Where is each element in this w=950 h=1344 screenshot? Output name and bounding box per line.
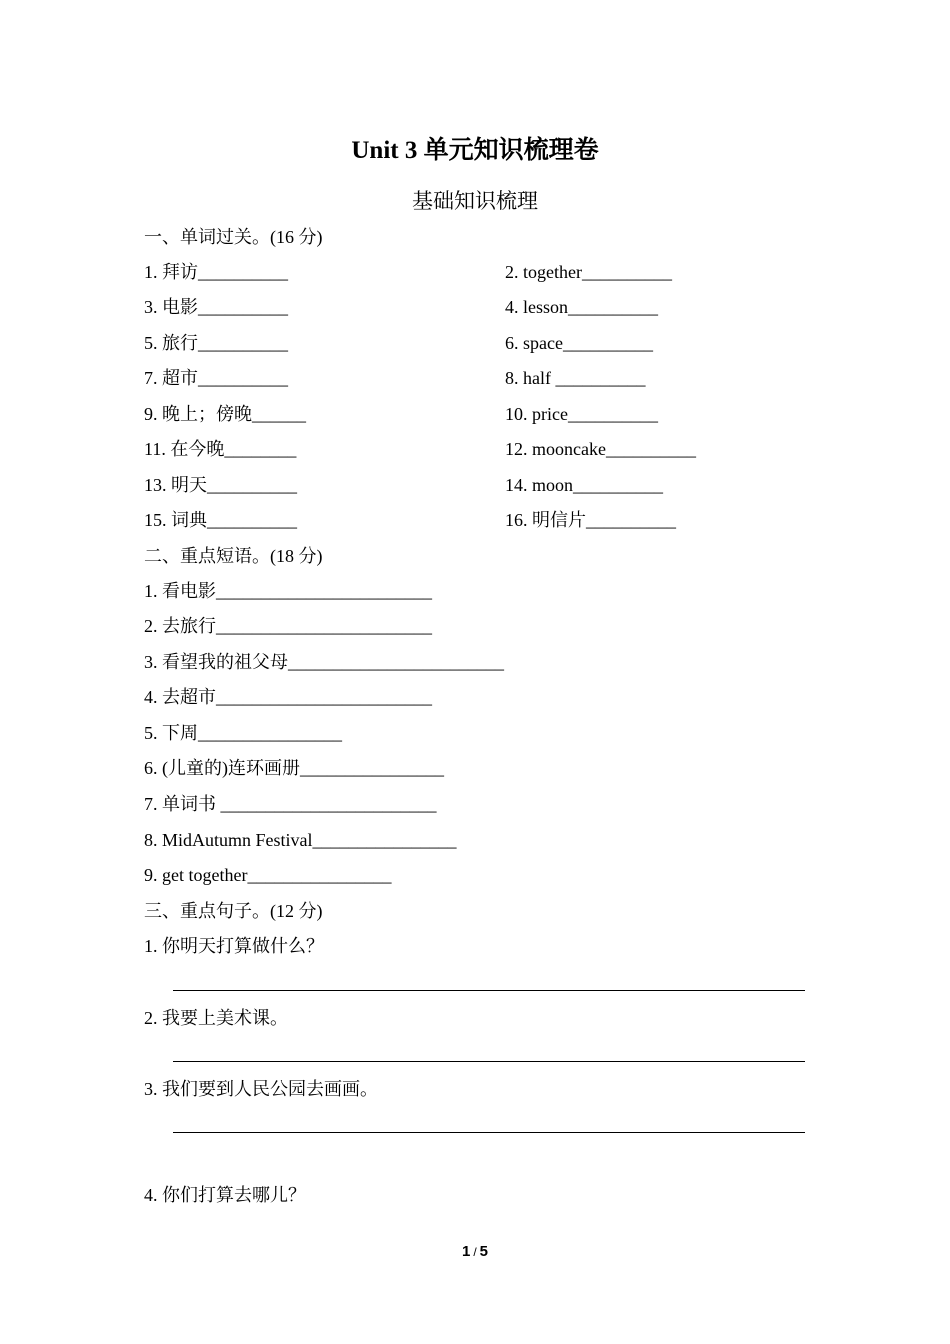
answer-line[interactable]: [173, 1132, 805, 1133]
section-subtitle: 基础知识梳理: [412, 189, 538, 213]
word-item: 1. 拜访__________: [144, 262, 288, 282]
word-item: 4. lesson__________: [505, 297, 658, 317]
page-number: [0, 1243, 950, 1260]
phrase-item: 9. get together________________: [144, 865, 392, 885]
phrase-item: 7. 单词书 ________________________: [144, 794, 437, 814]
word-item: 7. 超市__________: [144, 368, 288, 388]
word-item: 10. price__________: [505, 404, 658, 424]
word-item: 9. 晚上；傍晚______: [144, 404, 306, 424]
page-separator: /: [473, 1245, 477, 1259]
sentence-item: 1. 你明天打算做什么？: [144, 936, 324, 956]
word-item: 14. moon__________: [505, 475, 664, 495]
word-item: 5. 旅行__________: [144, 333, 288, 353]
phrase-item: 6. (儿童的)连环画册________________: [144, 758, 444, 778]
word-item: 11. 在今晚________: [144, 439, 297, 459]
word-item: 6. space__________: [505, 333, 653, 353]
total-pages: 5: [479, 1243, 489, 1260]
word-item: 12. mooncake__________: [505, 439, 696, 459]
sentence-item: 3. 我们要到人民公园去画画。: [144, 1079, 378, 1099]
section2-heading: 二、重点短语。(18 分): [144, 546, 323, 566]
sentence-item: 4. 你们打算去哪儿？: [144, 1185, 306, 1205]
phrase-item: 5. 下周________________: [144, 723, 342, 743]
word-item: 13. 明天__________: [144, 475, 297, 495]
phrase-item: 2. 去旅行________________________: [144, 616, 432, 636]
word-item: 8. half __________: [505, 368, 646, 388]
sentence-item: 2. 我要上美术课。: [144, 1008, 288, 1028]
section1-heading: 一、单词过关。(16 分): [144, 227, 323, 247]
word-item: 3. 电影__________: [144, 297, 288, 317]
word-item: 2. together__________: [505, 262, 672, 282]
page-title: Unit 3 单元知识梳理卷: [351, 137, 599, 164]
phrase-item: 3. 看望我的祖父母________________________: [144, 652, 504, 672]
phrase-item: 8. MidAutumn Festival________________: [144, 830, 457, 850]
word-item: 15. 词典__________: [144, 510, 297, 530]
current-page: 1: [461, 1243, 471, 1260]
word-item: 16. 明信片__________: [505, 510, 676, 530]
section3-heading: 三、重点句子。(12 分): [144, 901, 323, 921]
answer-line[interactable]: [173, 990, 805, 991]
phrase-item: 4. 去超市________________________: [144, 687, 432, 707]
answer-line[interactable]: [173, 1061, 805, 1062]
phrase-item: 1. 看电影________________________: [144, 581, 432, 601]
